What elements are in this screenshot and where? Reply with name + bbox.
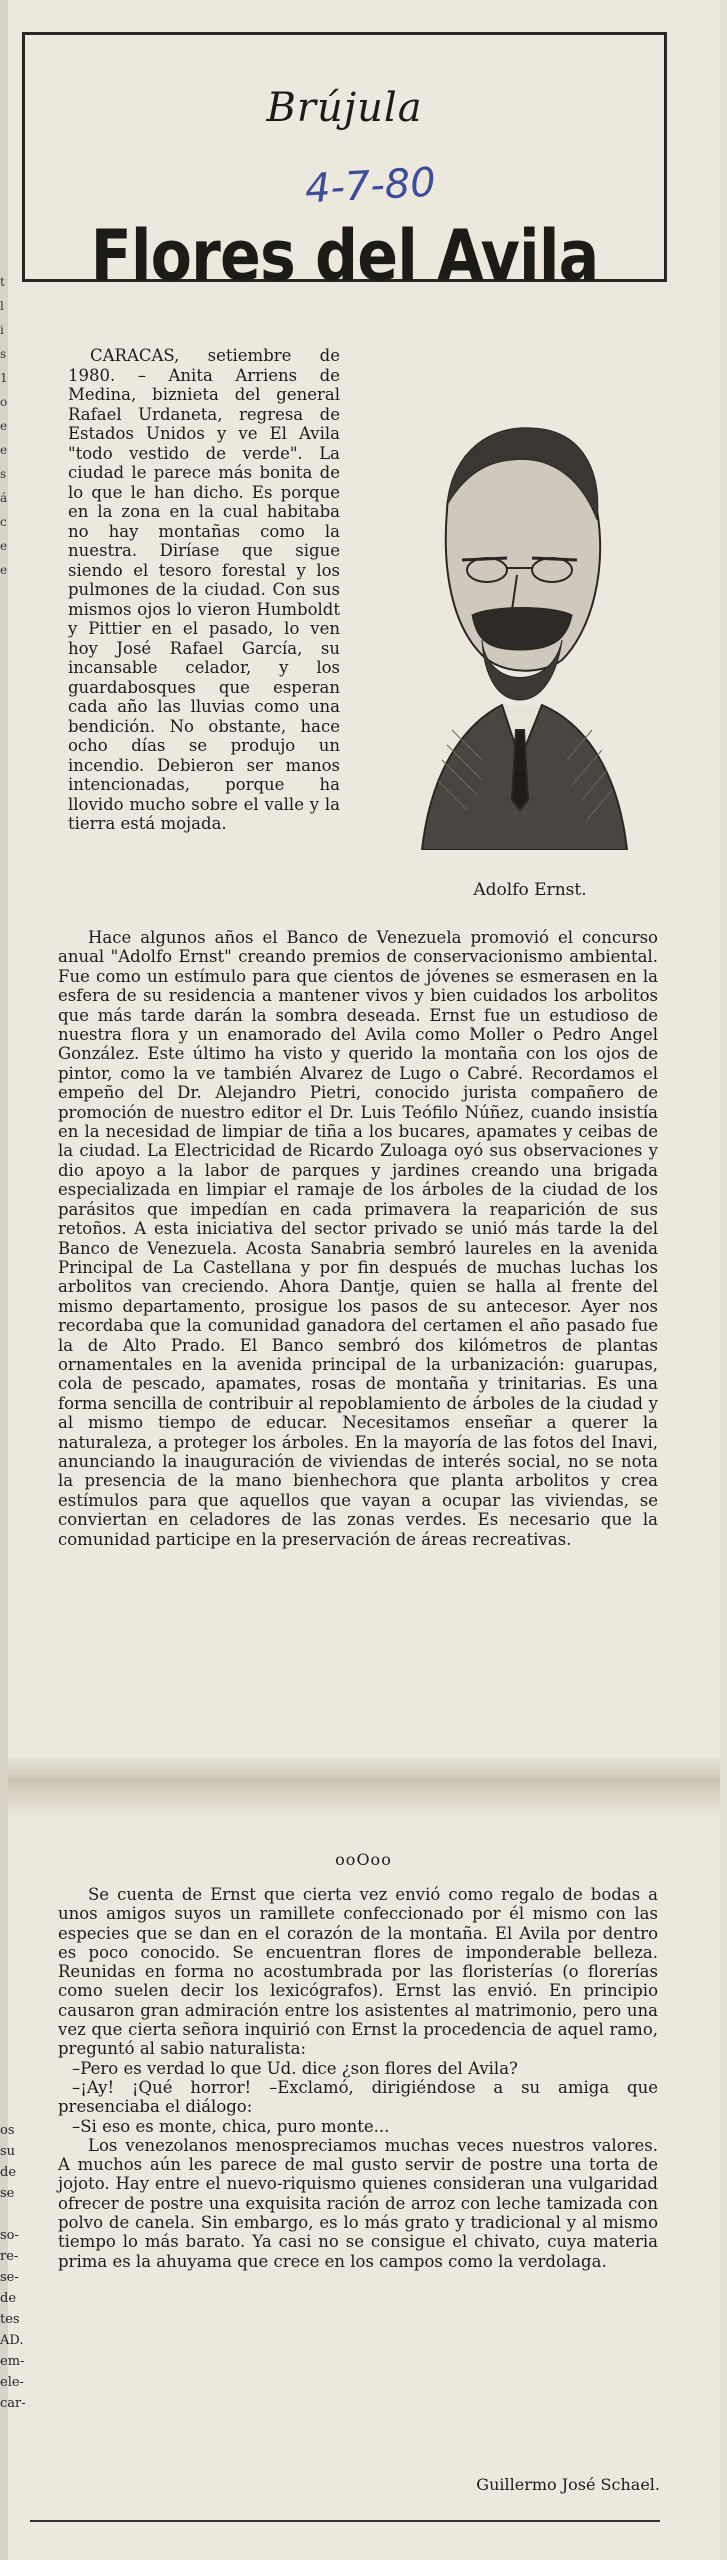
- margin-fragment: s: [0, 467, 7, 481]
- margin-fragment: em-: [0, 2354, 25, 2369]
- dialogue-line: –Si eso es monte, chica, puro monte...: [72, 2116, 390, 2136]
- margin-fragment: 1: [0, 371, 8, 385]
- margin-fragment: AD.: [0, 2333, 24, 2348]
- intro-column: [68, 346, 340, 834]
- margin-fragment: e: [0, 419, 8, 433]
- margin-fragment: os: [0, 2123, 15, 2138]
- section-separator: ooOoo: [335, 1850, 392, 1869]
- margin-fragment: e: [0, 563, 8, 577]
- column-kicker: Brújula: [266, 85, 423, 131]
- left-margin-fragments: [0, 270, 14, 582]
- margin-fragment: o: [0, 395, 8, 409]
- main-body: [58, 928, 658, 1549]
- margin-fragment: i: [0, 323, 4, 337]
- intro-paragraph: CARACAS, setiembre de 1980. – Anita Arriens de Medina, biznieta del general Rafael Urdaneta, regresa de Estados Unidos y ve El Avila "todo vestido de verde". La ciudad le parece más bonita de lo que le han dicho. Es porque en la zona en la cual habitaba no hay montañas como la nuestra. Diríase que sigue siendo el tesoro forestal y los pulmones de la ciudad. Con sus mismos ojos lo vieron Humboldt y Pittier en el pasado, lo ven hoy José Rafael García, su incansable celador, y los guardabosques que esperan cada año las lluvias como una bendición. No obstante, hace ocho días se produjo un incendio. Debieron ser manos intencionadas, porque ha llovido mucho sobre el valle y la tierra está mojada.: [68, 346, 340, 833]
- margin-fragment: ele-: [0, 2375, 24, 2390]
- margin-fragment: s: [0, 347, 7, 361]
- anecdote-paragraph: Se cuenta de Ernst que cierta vez envió como regalo de bodas a unos amigos suyos un ramillete confeccionado por él mismo con las especies que se dan en el corazón de la montaña. El Avila por dentro es poco conocido. Se encuentran flores de imponderable belleza. Reunidas en forma no acostumbrada por las floristerías (o florerías como suelen decir los lexicógrafos). Ernst las envió. En principio causaron gran admiración entre los asistentes al matrimonio, pero una vez que cierta señora inquirió con Ernst la procedencia de aquel ramo, preguntó al sabio naturalista:: [58, 1885, 658, 2059]
- margin-fragment: e: [0, 539, 8, 553]
- margin-fragment: t: [0, 275, 5, 289]
- margin-fragment: e: [0, 443, 8, 457]
- margin-fragment: se: [0, 2186, 15, 2201]
- dialogue-line: –¡Ay! ¡Qué horror! –Exclamó, dirigiéndose a su amiga que presenciaba el diálogo:: [58, 2077, 658, 2117]
- margin-fragment: su: [0, 2144, 16, 2159]
- dialogue-line: –Pero es verdad lo que Ud. dice ¿son flores del Avila?: [72, 2058, 518, 2078]
- second-section: [58, 1885, 658, 2271]
- margin-fragment: [0, 2204, 34, 2225]
- margin-fragment: á: [0, 491, 8, 505]
- portrait-caption: Adolfo Ernst.: [473, 880, 587, 900]
- margin-fragment: car-: [0, 2396, 26, 2411]
- margin-fragment: l: [0, 299, 4, 313]
- portrait-body: [422, 705, 627, 850]
- margin-fragment: de: [0, 2165, 17, 2180]
- closing-paragraph: Los venezolanos menospreciamos muchas veces nuestros valores. A muchos aún les parece de mal gusto servir de postre una torta de jojoto. Hay entre el nuevo-riquismo quienes consideran una vulgaridad ofrecer de postre una exquisita ración de arroz con leche tamizada con polvo de canela. Sin embargo, es lo más grato y tradicional y al mismo tiempo lo más barato. Ya casi no se consigue el chivato, cuya materia prima es la ahuyama que crece en los campos como la verdolaga.: [58, 2135, 658, 2271]
- portrait-head: [446, 428, 600, 700]
- article-title: Flores del Avila: [90, 215, 599, 297]
- bottom-rule: [30, 2520, 660, 2522]
- author-signature: Guillermo José Schael.: [476, 2475, 660, 2494]
- body-paragraph: Hace algunos años el Banco de Venezuela promovió el concurso anual "Adolfo Ernst" creando premios de conservacionismo ambiental. Fue como un estímulo para que cientos de jóvenes se esmerasen en la esfera de su residencia a mantener vivos y bien cuidados los arbolitos que más tarde darán la sombra deseada. Ernst fue un estudioso de nuestra flora y un enamorado del Avila como Moller o Pedro Angel González. Este último ha visto y querido la montaña con los ojos de pintor, como la ve también Alvarez de Lugo o Cabré. Recordamos el empeño del Dr. Alejandro Pietri, conocido jurista compañero de promoción de nuestro editor el Dr. Luis Teófilo Núñez, cuando insistía en la necesidad de limpiar de tiña a los bucares, apamates y ceibas de la ciudad. La Electricidad de Ricardo Zuloaga oyó sus observaciones y dio apoyo a la labor de parques y jardines creando una brigada especializada en limpiar el ramaje de los árboles de la ciudad de los parásitos que impedían en cada primavera la reaparición de sus retoños. A esta iniciativa del sector privado se unió más tarde la del Banco de Venezuela. Acosta Sanabria sembró laureles en la avenida Principal de La Castellana y por fin después de muchas luchas los arbolitos van creciendo. Ahora Dantje, quien se halla al frente del mismo departamento, prosigue los pasos de su antecesor. Ayer nos recordaba que la comunidad ganadora del certamen el año pasado fue la de Alto Prado. El Banco sembró dos kilómetros de plantas ornamentales en la avenida principal de la urbanización: guarupas, cola de pescado, apamates, rosas de montaña y trinitarias. Es una forma sencilla de contribuir al repoblamiento de árboles de la ciudad y al mismo tiempo de educar. Necesitamos enseñar a querer la naturaleza, a proteger los árboles. En la mayoría de las fotos del Inavi, anunciando la inauguración de viviendas de interés social, no se nota la presencia de la mano bienhechora que planta arbolitos y crea estímulos para que aquellos que vayan a ocupar las viviendas, se conviertan en celadores de las zonas verdes. Es necesario que la comunidad participe en la preservación de áreas recreativas.: [58, 928, 658, 1549]
- margin-fragment: tes: [0, 2312, 20, 2327]
- margin-fragment: de: [0, 2291, 17, 2306]
- paper-fold-stain: [8, 1756, 720, 1816]
- margin-fragment: c: [0, 515, 7, 529]
- header-box: [22, 32, 667, 297]
- margin-fragment: se-: [0, 2270, 19, 2285]
- handwritten-date: 4-7-80: [303, 159, 437, 213]
- portrait-illustration: [392, 400, 652, 850]
- left-margin-fragments-bottom: [0, 2120, 34, 2414]
- margin-fragment: so-: [0, 2228, 19, 2243]
- margin-fragment: re-: [0, 2249, 19, 2264]
